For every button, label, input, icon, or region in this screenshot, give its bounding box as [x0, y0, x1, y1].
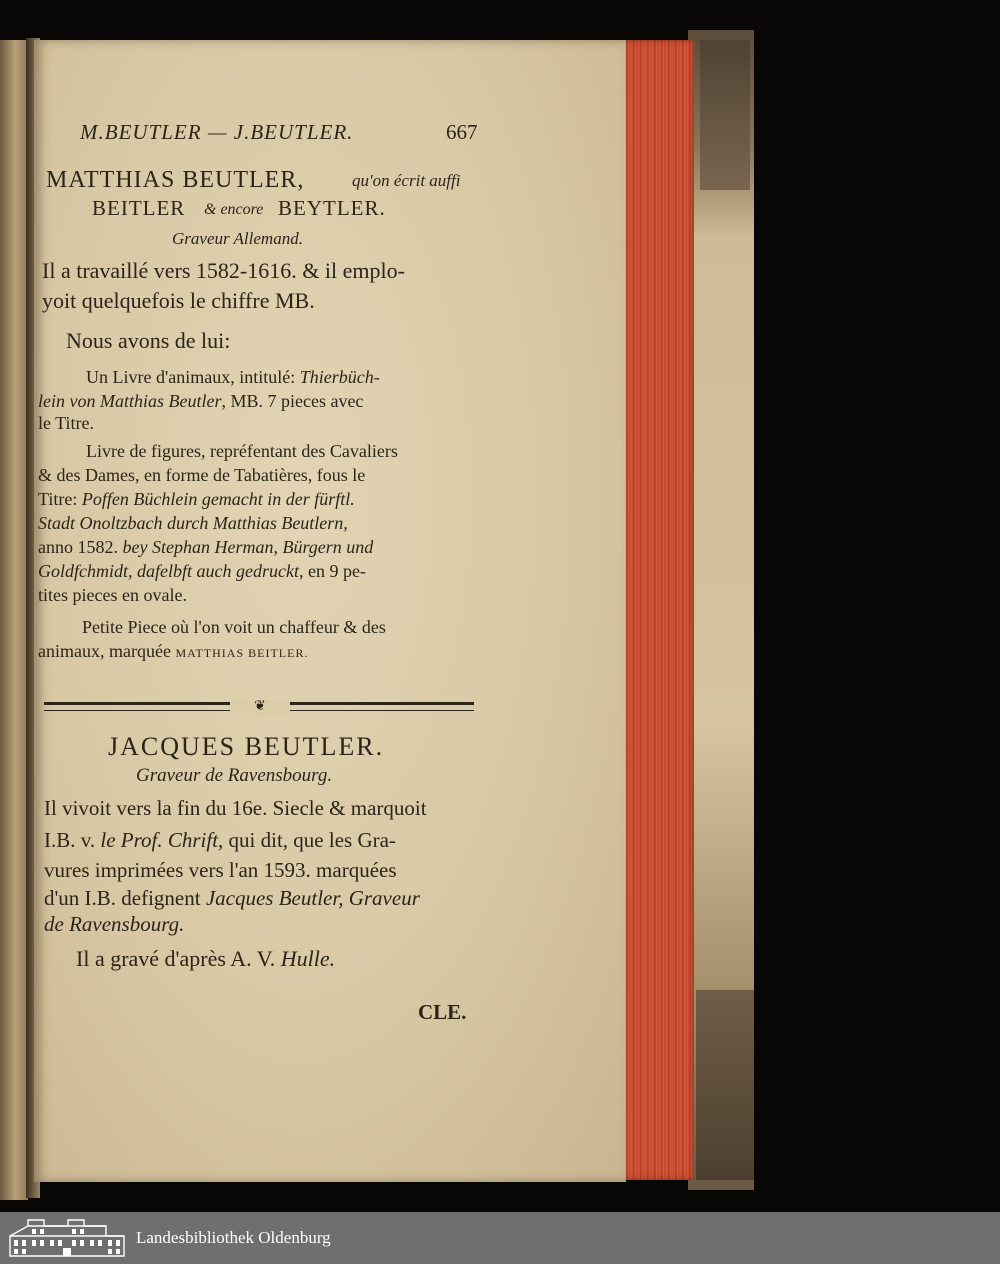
rule-ornament-icon: ❦ [230, 700, 290, 714]
book-page [34, 40, 626, 1182]
entry1-name: MATTHIAS BEUTLER, [46, 167, 305, 193]
works-line-5: & des Dames, en forme de Tabatières, fous le [38, 465, 366, 485]
works-line-2-roman: , MB. 7 pieces avec [221, 391, 364, 411]
works-line-12-roman: animaux, marquée [38, 641, 176, 661]
entry2-line-5: de Ravensbourg. [44, 912, 185, 936]
entry2-line-2-roman: I.B. v. [44, 828, 101, 852]
catchword: CLE. [418, 1000, 467, 1024]
entry1-alt-note: qu'on écrit auffi [352, 171, 461, 190]
running-title: M.BEUTLER — J.BEUTLER. [80, 120, 354, 144]
entry2-line-3: vures imprimées vers l'an 1593. marquées [44, 858, 397, 882]
works-line-3: le Titre. [38, 413, 95, 433]
works-line-2-italic: lein von Matthias Beutler [38, 391, 222, 411]
works-line-8-roman: anno 1582. [38, 537, 123, 557]
entry2-line-4-roman: d'un I.B. defignent [44, 886, 206, 910]
library-name[interactable]: Landesbibliothek Oldenburg [136, 1228, 331, 1247]
entry2-line-4-italic: Jacques Beutler, Graveur [205, 886, 420, 910]
entry2-line-2 [44, 830, 396, 851]
entry1-alt-name-b: & encore [204, 201, 264, 218]
cover-board-top [700, 40, 750, 190]
left-page-edge [0, 40, 28, 1200]
works-line-12 [38, 642, 308, 660]
red-page-edges [622, 40, 694, 1180]
entry1-body-line-2: yoit quelquefois le chiffre MB. [42, 288, 315, 313]
works-line-9 [38, 562, 366, 580]
entry2-line-1: Il vivoit vers la fin du 16e. Siecle & marquoit [44, 796, 427, 820]
works-line-6-italic: Poffen Büchlein gemacht in der fürftl. [81, 489, 355, 509]
entry2-name: JACQUES BEUTLER. [108, 732, 385, 761]
works-line-8-italic: bey Stephan Herman, Bürgern und [122, 537, 374, 557]
entry1-works-intro: Nous avons de lui: [66, 328, 231, 353]
cover-board-bottom [696, 990, 754, 1180]
page-number: 667 [446, 120, 478, 144]
entry1-alt-name-a: BEITLER [92, 196, 186, 220]
entry2-line-2-italic: le Prof. Chrift [100, 828, 219, 852]
entry1-body-line-1: Il a travaillé vers 1582-1616. & il emplo- [42, 258, 405, 283]
entry2-after-line [76, 948, 335, 970]
works-line-1-italic: Thierbüch- [299, 367, 380, 387]
works-line-6 [38, 490, 355, 508]
works-line-9-roman: , en 9 pe- [298, 561, 366, 581]
works-line-9-italic: Goldfchmidt, dafelbft auch gedruckt [38, 561, 299, 581]
library-building-logo-icon [8, 1218, 126, 1258]
works-line-1-roman: Un Livre d'animaux, intitulé: [86, 367, 300, 387]
works-line-12-mark: MATTHIAS BEITLER. [175, 646, 309, 660]
works-line-4: Livre de figures, repréfentant des Cavaliers [86, 441, 398, 461]
works-line-1 [86, 368, 380, 386]
entry2-after-roman: Il a gravé d'après A. V. [76, 946, 281, 971]
works-line-10: tites pieces en ovale. [38, 585, 187, 605]
entry2-line-2-roman-b: , qui dit, que les Gra- [218, 828, 396, 852]
works-line-11: Petite Piece où l'on voit un chaffeur & des [82, 617, 386, 637]
entry2-role: Graveur de Ravensbourg. [136, 765, 333, 786]
footer-bar [0, 1212, 1000, 1264]
entry1-role: Graveur Allemand. [172, 229, 303, 248]
entry1-alt-name-c: BEYTLER. [278, 196, 386, 220]
entry2-after-italic: Hulle. [280, 946, 336, 971]
works-line-6-roman: Titre: [38, 489, 82, 509]
works-line-2 [38, 392, 363, 410]
works-line-7: Stadt Onoltzbach durch Matthias Beutlern, [38, 513, 348, 533]
works-line-8 [38, 538, 373, 556]
entry2-line-4 [44, 888, 420, 909]
